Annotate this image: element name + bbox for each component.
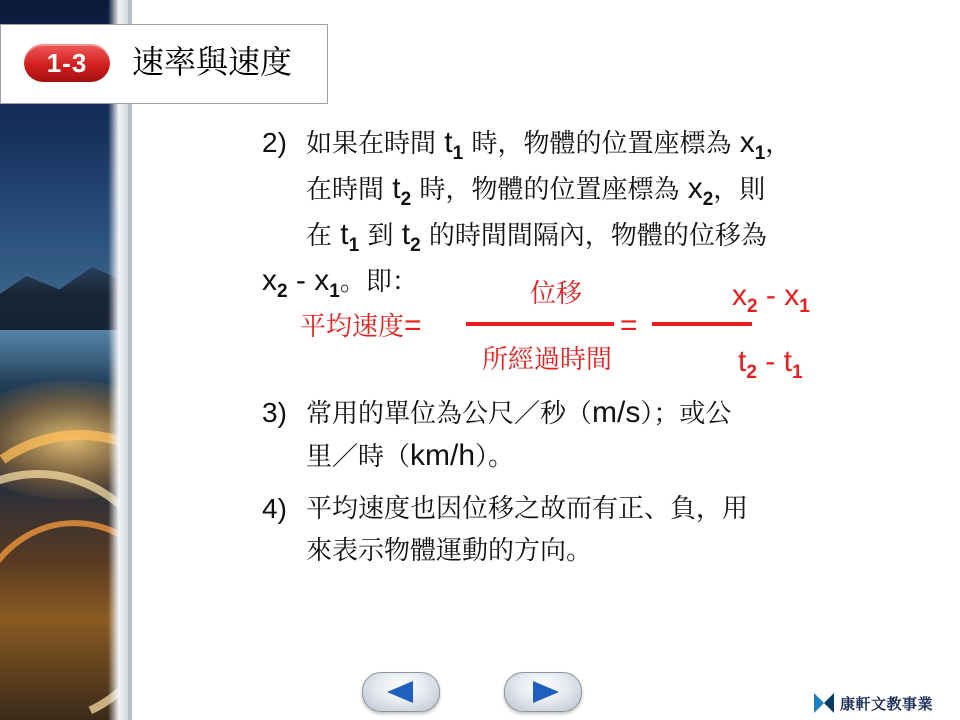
equals-sign: = xyxy=(404,309,422,342)
subscript: 2 xyxy=(277,281,288,302)
text-span: ， xyxy=(765,129,792,159)
symbol-x: x xyxy=(262,264,277,297)
fraction-2-bar xyxy=(652,322,752,326)
subscript: 1 xyxy=(329,281,340,302)
symbol-x: x xyxy=(784,279,800,312)
subscript: 2 xyxy=(400,189,412,210)
strip-edge-line xyxy=(128,0,132,720)
page-title: 速率與速度 xyxy=(132,43,293,81)
lesson-body-lower xyxy=(262,392,942,572)
subscript: 1 xyxy=(348,235,360,256)
formula-lhs-text: 平均速度 xyxy=(300,312,405,342)
minus-sign: - xyxy=(756,345,784,378)
unit-text: m/s xyxy=(592,396,641,429)
text-span: ）。 xyxy=(475,442,515,472)
text-span: 常用的單位為公尺／秒（ xyxy=(306,399,593,429)
point-4-line-1: 平均速度也因位移之故而有正、負，用 xyxy=(306,494,749,524)
symbol-x: x xyxy=(739,126,755,159)
average-velocity-formula xyxy=(300,276,860,386)
previous-slide-button[interactable] xyxy=(362,672,440,712)
point-3 xyxy=(262,392,942,478)
subscript: 1 xyxy=(754,143,766,164)
point-4-line-2: 來表示物體運動的方向。 xyxy=(306,536,593,566)
minus-sign: - xyxy=(287,264,315,297)
subscript: 1 xyxy=(791,362,803,383)
point-3-line-1 xyxy=(306,392,942,435)
fraction-1-denominator: 所經過時間 xyxy=(482,345,613,375)
symbol-t: t xyxy=(738,345,747,378)
right-arrow-icon xyxy=(533,681,559,703)
point-3-line-2 xyxy=(306,435,942,478)
section-badge: 1-3 xyxy=(24,44,110,82)
text-span: 在 xyxy=(306,221,341,251)
fraction-1-bar xyxy=(466,322,614,326)
minus-sign: - xyxy=(757,279,785,312)
text-span: 時，物體的位置座標為 xyxy=(411,175,688,205)
text-span: 的時間間隔內，物體的位移為 xyxy=(420,221,767,251)
point-2-line-1 xyxy=(306,122,942,168)
formula-lhs xyxy=(300,306,422,347)
publisher-name: 康軒文教事業 xyxy=(840,694,934,713)
text-span: 如果在時間 xyxy=(306,129,445,159)
text-span: 時，物體的位置座標為 xyxy=(463,129,740,159)
point-2-line-3 xyxy=(306,214,942,260)
publisher-mark-icon xyxy=(814,693,834,713)
subscript: 1 xyxy=(452,143,464,164)
point-2-line-2 xyxy=(306,168,942,214)
point-number: 3) xyxy=(262,397,287,428)
point-number: 4) xyxy=(262,493,287,524)
unit-text: km/h xyxy=(410,439,476,472)
subscript: 2 xyxy=(746,362,757,383)
symbol-t: t xyxy=(401,218,411,251)
subscript: 2 xyxy=(702,189,714,210)
next-slide-button[interactable] xyxy=(504,672,582,712)
subscript: 1 xyxy=(799,296,810,317)
symbol-t: t xyxy=(340,218,349,251)
text-span: ）；或公 xyxy=(640,399,732,429)
left-arrow-icon xyxy=(387,681,413,703)
symbol-x: x xyxy=(687,172,703,205)
fraction-2-numerator xyxy=(732,276,810,320)
equals-sign: = xyxy=(620,309,638,342)
symbol-x: x xyxy=(732,279,747,312)
fraction-2-denominator xyxy=(738,342,803,386)
symbol-t: t xyxy=(392,172,401,205)
fraction-1-numerator: 位移 xyxy=(530,279,583,309)
text-span: 里／時（ xyxy=(306,442,411,472)
symbol-x: x xyxy=(314,264,330,297)
text-span: 。即： xyxy=(339,267,418,297)
symbol-t: t xyxy=(783,345,792,378)
point-4 xyxy=(262,488,942,572)
publisher-logo xyxy=(814,692,933,714)
text-span: 到 xyxy=(359,221,402,251)
text-span: ，則 xyxy=(713,175,766,205)
point-number: 2) xyxy=(262,127,287,158)
symbol-t: t xyxy=(444,126,453,159)
text-span: 在時間 xyxy=(306,175,393,205)
subscript: 2 xyxy=(410,235,421,256)
subscript: 2 xyxy=(747,296,758,317)
